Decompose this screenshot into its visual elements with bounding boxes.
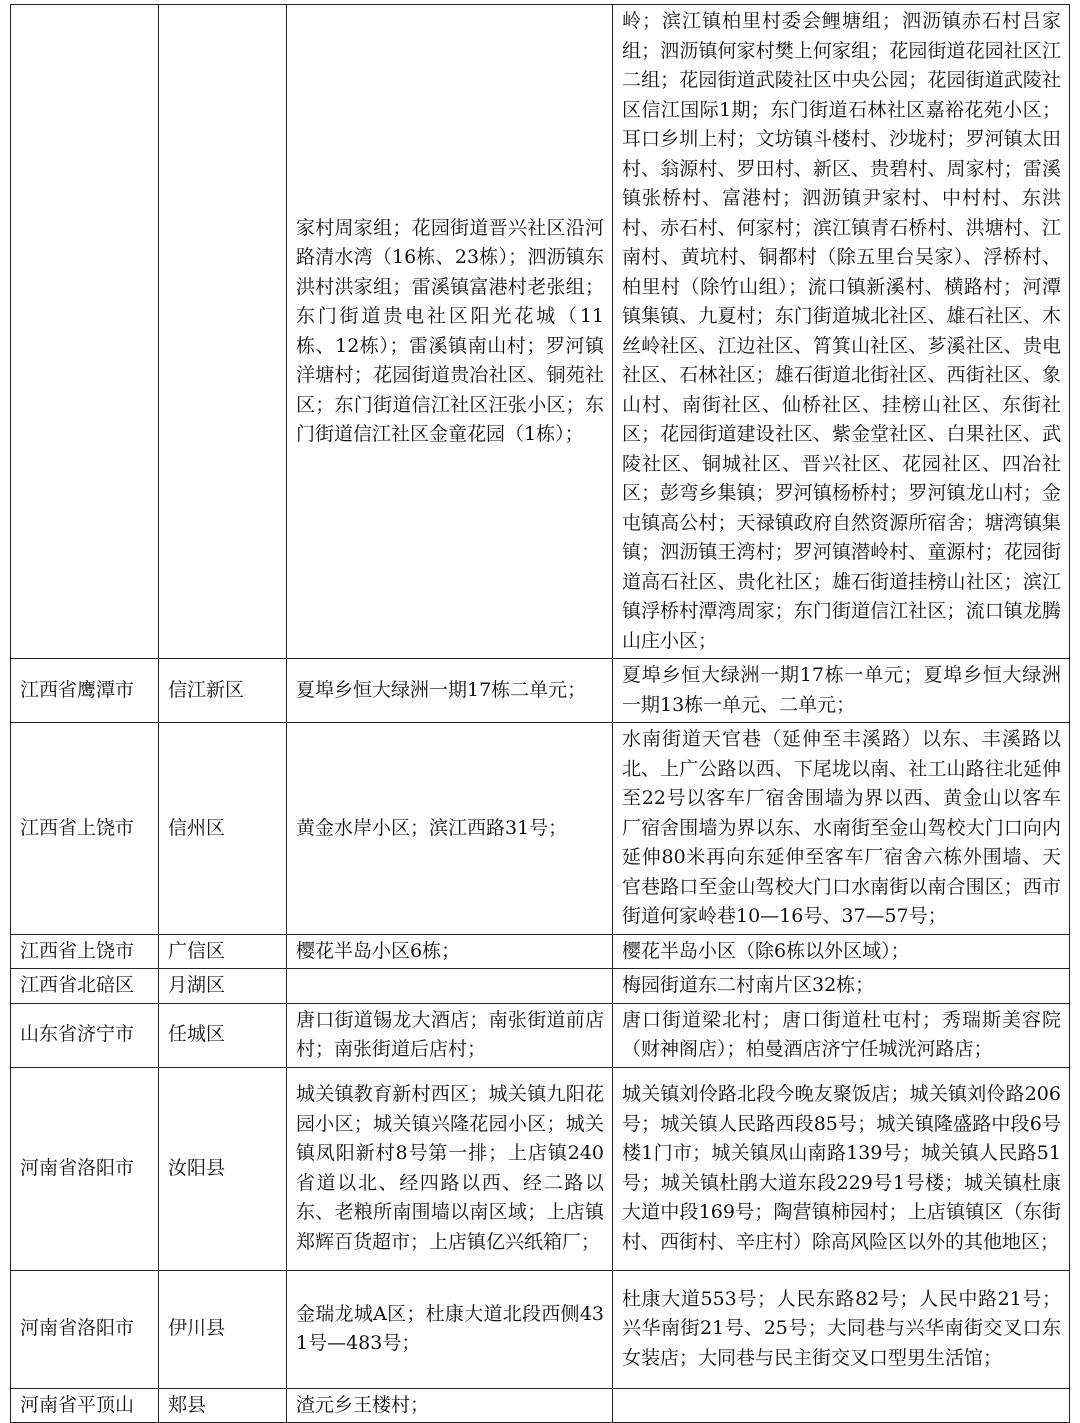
table-row — [11, 1067, 1070, 1270]
medium-risk-cell: 水南街道天官巷（延伸至丰溪路）以东、丰溪路以北、上广公路以西、下尾垅以南、社工山路往北延伸至22号以客车厂宿舍围墙为界以西、黄金山以客车厂宿舍围墙为界以东、水南街至金山驾校大门口向内延伸80米再向东延伸至客车厂宿舍六栋外围墙、天官巷路口至金山驾校大门口水南街以南合围区；西市街道何家岭巷10—16号、37—57号； — [613, 723, 1070, 935]
province-cell: 江西省上饶市 — [11, 723, 159, 935]
high-risk-cell: 夏埠乡恒大绿洲一期17栋二单元； — [287, 659, 613, 723]
province-cell: 山东省济宁市 — [11, 1003, 159, 1067]
high-risk-cell: 城关镇教育新村西区；城关镇九阳花园小区；城关镇兴隆花园小区；城关镇凤阳新村8号第一排；上店镇240省道以北、经四路以西、经二路以东、老粮所南围墙以南区域；上店镇郑辉百货超市；上店镇亿兴纸箱厂； — [287, 1067, 613, 1270]
high-risk-cell: 家村周家组；花园街道晋兴社区沿河路清水湾（16栋、23栋）；泗沥镇东洪村洪家组；雷溪镇富港村老张组；东门街道贵电社区阳光花城（11栋、12栋）；雷溪镇南山村；罗河镇洋塘村；花园街道贵冶社区、铜苑社区；东门街道信江社区汪张小区；东门街道信江社区金童花园（1栋）； — [287, 5, 613, 659]
table-row — [11, 723, 1070, 935]
district-cell: 广信区 — [159, 934, 287, 969]
high-risk-cell: 金瑞龙城A区；杜康大道北段西侧431号—483号； — [287, 1270, 613, 1388]
medium-risk-cell: 梅园街道东二村南片区32栋； — [613, 969, 1070, 1004]
province-cell: 江西省北碚区 — [11, 969, 159, 1004]
district-cell: 月湖区 — [159, 969, 287, 1004]
high-risk-cell — [287, 969, 613, 1004]
table-row — [11, 934, 1070, 969]
medium-risk-cell: 杜康大道553号；人民东路82号；人民中路21号；兴华南街21号、25号；大同巷与兴华南街交叉口东女装店；大同巷与民主街交叉口型男生活馆； — [613, 1270, 1070, 1388]
province-cell: 河南省洛阳市 — [11, 1067, 159, 1270]
district-cell: 汝阳县 — [159, 1067, 287, 1270]
table-row — [11, 969, 1070, 1004]
district-cell: 任城区 — [159, 1003, 287, 1067]
medium-risk-cell — [613, 1388, 1070, 1423]
district-cell: 信江新区 — [159, 659, 287, 723]
medium-risk-cell: 樱花半岛小区（除6栋以外区域）； — [613, 934, 1070, 969]
province-cell: 江西省鹰潭市 — [11, 659, 159, 723]
province-cell: 河南省平顶山 — [11, 1388, 159, 1423]
table-row — [11, 1270, 1070, 1388]
table-row — [11, 1388, 1070, 1423]
high-risk-cell: 樱花半岛小区6栋； — [287, 934, 613, 969]
high-risk-cell: 渣元乡王楼村； — [287, 1388, 613, 1423]
province-cell — [11, 5, 159, 659]
medium-risk-cell: 岭；滨江镇柏里村委会鲤塘组；泗沥镇赤石村吕家组；泗沥镇何家村樊上何家组；花园街道花园社区江二组；花园街道武陵社区中央公园；花园街道武陵社区信江国际1期；东门街道石林社区嘉裕花苑小区；耳口乡圳上村；文坊镇斗楼村、沙垅村；罗河镇太田村、翁源村、罗田村、新区、贵碧村、周家村；雷溪镇张桥村、富港村；泗沥镇尹家村、中村村、东洪村、赤石村、何家村；滨江镇青石桥村、洪塘村、江南村、黄坑村、铜都村（除五里台吴家）、浮桥村、柏里村（除竹山组）；流口镇新溪村、横路村；河潭镇集镇、九夏村；东门街道城北社区、雄石社区、木丝岭社区、江边社区、筲箕山社区、芗溪社区、贵电社区、石林社区；雄石街道北街社区、西街社区、象山村、南街社区、仙桥社区、挂榜山社区、东街社区；花园街道建设社区、紫金堂社区、白果社区、武陵社区、铜城社区、晋兴社区、花园社区、四冶社区；彭弯乡集镇；罗河镇杨桥村；罗河镇龙山村；金屯镇高公村；天禄镇政府自然资源所宿舍；塘湾镇集镇；泗沥镇王湾村；罗河镇潜岭村、童源村；花园街道高石社区、贵化社区；雄石街道挂榜山社区；滨江镇浮桥村潭湾周家；东门街道信江社区；流口镇龙腾山庄小区； — [613, 5, 1070, 659]
high-risk-cell: 黄金水岸小区；滨江西路31号； — [287, 723, 613, 935]
district-cell: 信州区 — [159, 723, 287, 935]
high-risk-cell: 唐口街道锡龙大酒店；南张街道前店村；南张街道后店村； — [287, 1003, 613, 1067]
district-cell — [159, 5, 287, 659]
province-cell: 江西省上饶市 — [11, 934, 159, 969]
risk-area-table — [10, 4, 1070, 1423]
province-cell: 河南省洛阳市 — [11, 1270, 159, 1388]
medium-risk-cell: 唐口街道梁北村；唐口街道杜屯村；秀瑞斯美容院（财神阁店）；柏曼酒店济宁任城洸河路店； — [613, 1003, 1070, 1067]
table-row — [11, 659, 1070, 723]
district-cell: 郏县 — [159, 1388, 287, 1423]
medium-risk-cell: 夏埠乡恒大绿洲一期17栋一单元；夏埠乡恒大绿洲一期13栋一单元、二单元； — [613, 659, 1070, 723]
table-row — [11, 1003, 1070, 1067]
table-row — [11, 5, 1070, 659]
district-cell: 伊川县 — [159, 1270, 287, 1388]
medium-risk-cell: 城关镇刘伶路北段今晚友聚饭店；城关镇刘伶路206号；城关镇人民路西段85号；城关镇隆盛路中段6号楼1门市；城关镇凤山南路139号；城关镇人民路51号；城关镇杜鹃大道东段229号1号楼；城关镇杜康大道中段169号；陶营镇柿园村；上店镇镇区（东街村、西街村、辛庄村）除高风险区以外的其他地区； — [613, 1067, 1070, 1270]
